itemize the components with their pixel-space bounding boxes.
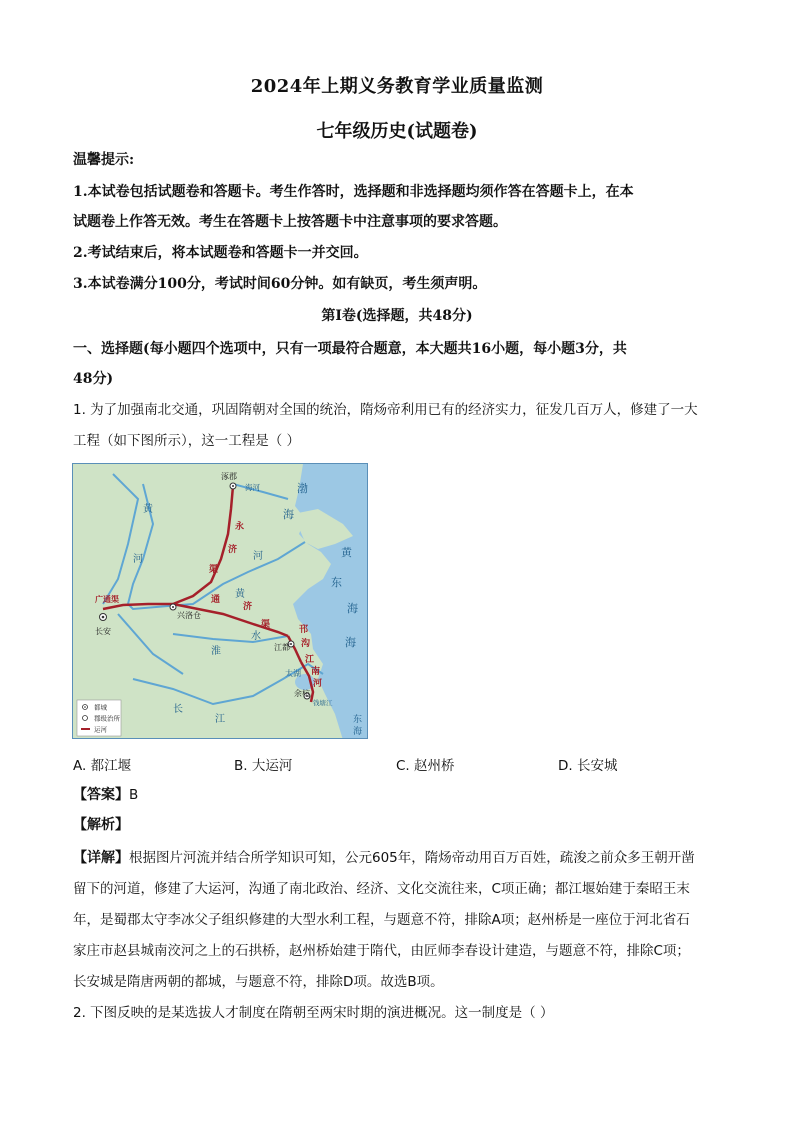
detail-line-2: 留下的河道，修建了大运河，沟通了南北政治、经济、文化交流往来，C项正确；都江堰始建于秦昭王末 (73, 881, 690, 897)
xingluocang-label: 兴洛仓 (177, 611, 201, 620)
bohai-label-1: 渤 (297, 482, 308, 495)
question-1-stem-line-1: 1. 为了加强南北交通，巩固隋朝对全国的统治，隋炀帝利用已有的经济实力，征发几百万人，修建了一大 (73, 402, 698, 418)
yellow-river-label-2: 河 (133, 554, 143, 565)
legend-prefecture-label: 郡级治所 (94, 714, 120, 723)
legend-canal-label: 运河 (94, 725, 107, 734)
huanghai-label-2: 海 (347, 602, 358, 615)
option-a: A. 都江堰 (73, 758, 132, 774)
exam-subtitle: 七年级历史(试题卷) (316, 121, 478, 142)
detail-line-4: 家庄市赵县城南洨河之上的石拱桥，赵州桥始建于隋代，由匠师李春设计建造，与题意不符，排除C项； (73, 943, 690, 959)
zhuojun-label: 涿郡 (221, 472, 237, 481)
section-title: 第Ⅰ卷(选择题，共48分) (321, 308, 473, 324)
tips-item-1-line-1: 1.本试卷包括试题卷和答题卡。考生作答时，选择题和非选择题均须作答在答题卡上，在本 (73, 184, 634, 200)
jiangnanhe-label-2: 南 (311, 667, 321, 677)
legend-prefecture-icon (83, 716, 88, 721)
detail-line-3: 年，是蜀郡太守李冰父子组织修建的大型水利工程，与题意不符，排除A项；赵州桥是一座位于河北省石 (73, 912, 690, 928)
tips-item-1-line-2: 试题卷上作答无效。考生在答题卡上按答题卡中注意事项的要求答题。 (73, 214, 507, 230)
huanghai-label-1: 黄 (341, 546, 352, 559)
detail-text-1: 根据图片河流并结合所学知识可知，公元605年，隋炀帝动用百万百姓，疏浚之前众多王朝开凿 (129, 850, 695, 866)
huai-river-path (173, 634, 288, 642)
exam-title: 2024年上期义务教育学业质量监测 (250, 76, 544, 97)
tongjiqu-label-1: 通 (211, 595, 221, 605)
taihu-label: 太湖 (285, 669, 301, 678)
hai-river-path (233, 484, 288, 499)
huai-river-label: 淮 (211, 646, 221, 657)
han-river-path (118, 614, 183, 674)
qiantangjiang-label: 钱塘江 (313, 699, 333, 707)
jiangnanhe-label-3: 河 (313, 679, 323, 689)
answer-tag: 【答案】 (73, 787, 129, 803)
yellow-river-path (128, 484, 305, 609)
yangtze-label-1: 长 (173, 704, 183, 715)
changan-label: 长安 (95, 627, 111, 636)
answer-value: B (129, 787, 139, 803)
donghai-label-1: 东 (331, 576, 342, 589)
tips-item-3: 3.本试卷满分100分，考试时间60分钟。如有缺页，考生须声明。 (73, 276, 487, 292)
question-2-stem: 2. 下图反映的是某选拔人才制度在隋朝至两宋时期的演进概况。这一制度是（ ） (73, 1005, 554, 1021)
analysis-tag: 【解析】 (73, 817, 129, 833)
grand-canal-map (72, 463, 368, 739)
donghai-label-2: 海 (345, 636, 356, 649)
yongjiqu-label-3: 渠 (209, 565, 219, 575)
tongjiqu-label-3: 渠 (261, 620, 271, 630)
jiangnanhe-label-1: 江 (305, 655, 315, 665)
answer-line (73, 785, 733, 805)
map-legend (77, 700, 121, 736)
detail-tag: 【详解】 (73, 850, 129, 866)
yongji-canal-path (173, 486, 233, 604)
yellow-on-canal-label: 黄 (235, 589, 245, 600)
hangou-label-1: 邗 (299, 625, 309, 635)
detail-line-5: 长安城是隋唐两朝的都城，与题意不符，排除D项。故选B项。 (73, 974, 444, 990)
yellow-river-label-3: 河 (253, 551, 263, 562)
donghai-label-3: 东 (353, 715, 363, 725)
jiangdu-label: 江都 (274, 643, 290, 652)
legend-capital-label: 都城 (94, 703, 107, 712)
part-heading-line-1: 一、选择题(每小题四个选项中，只有一项最符合题意，本大题共16小题，每小题3分，共 (73, 341, 627, 357)
part-heading-line-2: 48分) (73, 371, 114, 387)
tongjiqu-label-2: 济 (243, 602, 253, 612)
yuhang-label: 余杭 (294, 689, 310, 698)
yongjiqu-label-2: 济 (228, 545, 238, 555)
question-1-stem-line-2: 工程（如下图所示），这一工程是（ ） (73, 433, 301, 449)
detail-line-1 (73, 848, 733, 868)
option-c: C. 赵州桥 (396, 758, 455, 774)
guangtongqu-label: 广通渠 (95, 595, 119, 604)
analysis-line (73, 815, 733, 835)
option-d: D. 长安城 (558, 758, 618, 774)
hangou-label-2: 沟 (301, 639, 311, 649)
yangtze-label-2: 江 (215, 714, 225, 725)
bohai-label-2: 海 (283, 508, 294, 521)
tongji-canal-path (173, 604, 288, 636)
donghai-label-4: 海 (353, 727, 363, 737)
tips-heading: 温馨提示: (73, 152, 135, 168)
tips-item-2: 2.考试结束后，将本试题卷和答题卡一并交回。 (73, 245, 368, 261)
yongjiqu-label-1: 永 (235, 522, 245, 532)
haihe-label: 海河 (245, 483, 260, 492)
option-b: B. 大运河 (234, 758, 293, 774)
shui-label: 水 (251, 631, 261, 642)
yellow-river-label-1: 黄 (143, 504, 153, 515)
